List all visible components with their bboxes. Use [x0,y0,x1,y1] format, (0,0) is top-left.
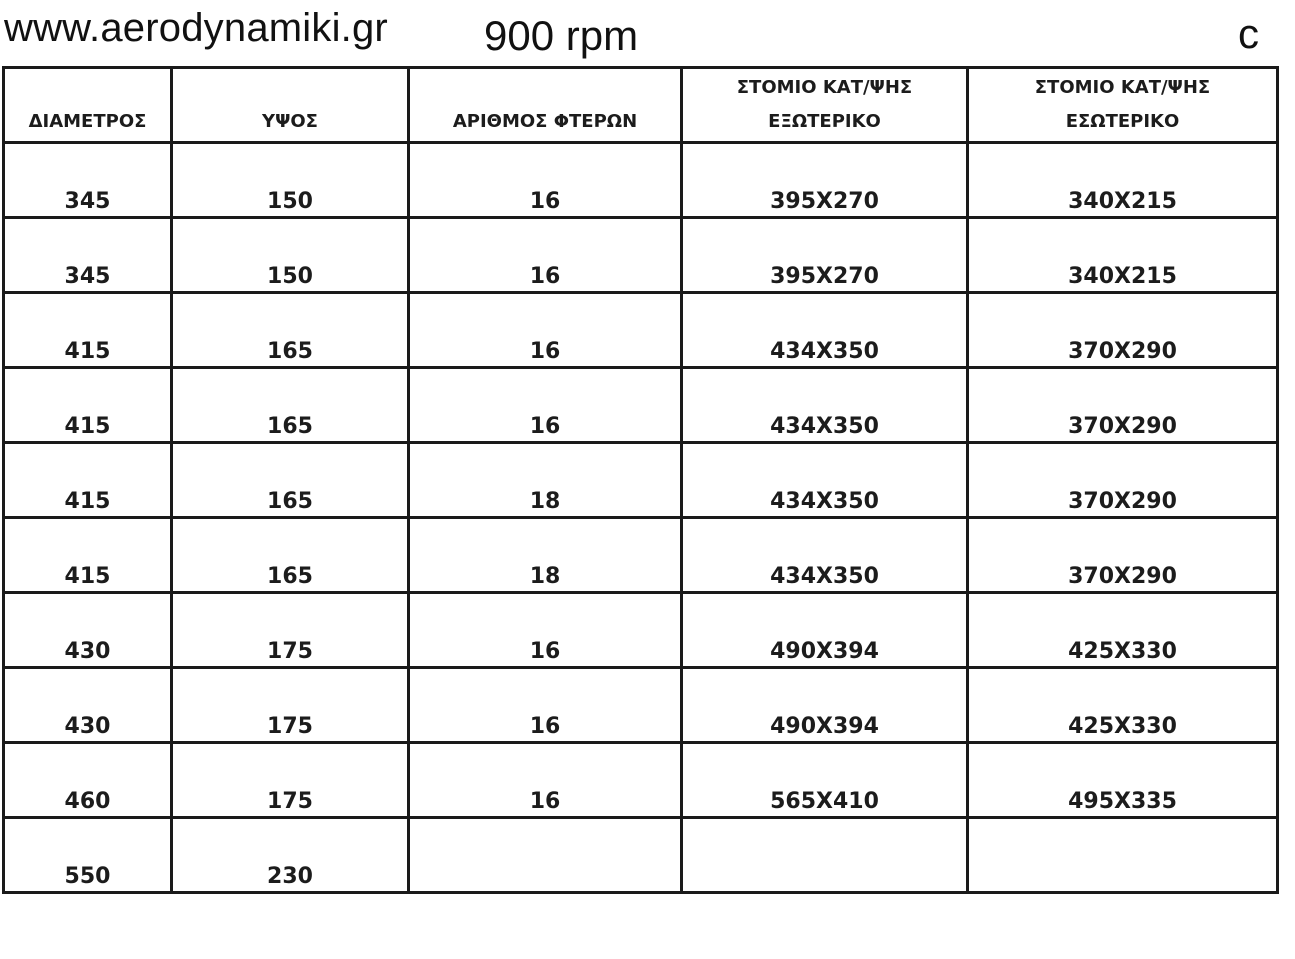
table-row [4,293,1278,368]
table-row [4,218,1278,293]
table-row [4,518,1278,593]
cell-outer-outlet: 434X350 [682,293,968,368]
cell-diameter: 550 [4,818,172,893]
corner-letter: c [1238,10,1259,57]
cell-inner-outlet: 425X330 [968,668,1278,743]
table-row [4,668,1278,743]
table-row [4,743,1278,818]
cell-blade-count: 18 [409,518,682,593]
table-header-row [4,68,1278,143]
cell-height: 165 [172,293,409,368]
cell-diameter: 415 [4,443,172,518]
cell-diameter: 345 [4,218,172,293]
cell-height: 165 [172,368,409,443]
website-url: www.aerodynamiki.gr [4,6,388,50]
table-row [4,818,1278,893]
cell-blade-count [409,818,682,893]
cell-diameter: 345 [4,143,172,218]
rpm-label: 900 rpm [484,12,639,59]
cell-outer-outlet: 434X350 [682,368,968,443]
cell-diameter: 415 [4,368,172,443]
cell-diameter: 460 [4,743,172,818]
cell-outer-outlet: 490X394 [682,593,968,668]
col-header-diameter: ΔΙΑΜΕΤΡΟΣ [4,68,172,143]
cell-height: 150 [172,143,409,218]
cell-outer-outlet [682,818,968,893]
cell-outer-outlet: 565X410 [682,743,968,818]
cell-inner-outlet: 370X290 [968,368,1278,443]
cell-inner-outlet: 370X290 [968,293,1278,368]
cell-outer-outlet: 434X350 [682,443,968,518]
col-header-blade-count: ΑΡΙΘΜΟΣ ΦΤΕΡΩΝ [409,68,682,143]
cell-blade-count: 16 [409,293,682,368]
cell-blade-count: 16 [409,218,682,293]
cell-outer-outlet: 395X270 [682,143,968,218]
cell-outer-outlet: 434X350 [682,518,968,593]
cell-diameter: 430 [4,593,172,668]
table-row [4,143,1278,218]
cell-height: 165 [172,443,409,518]
cell-inner-outlet: 425X330 [968,593,1278,668]
table-row [4,368,1278,443]
col-header-outer-outlet: ΣΤΟΜΙΟ ΚΑΤ/ΨΗΣ ΕΞΩΤΕΡΙΚΟ [682,68,968,143]
cell-blade-count: 16 [409,668,682,743]
cell-inner-outlet: 370X290 [968,518,1278,593]
cell-blade-count: 16 [409,368,682,443]
cell-blade-count: 16 [409,143,682,218]
fan-spec-table [2,66,1279,894]
cell-height: 165 [172,518,409,593]
cell-height: 175 [172,668,409,743]
cell-inner-outlet: 370X290 [968,443,1278,518]
cell-height: 175 [172,593,409,668]
table-row [4,593,1278,668]
cell-height: 150 [172,218,409,293]
table-row [4,443,1278,518]
cell-height: 230 [172,818,409,893]
cell-height: 175 [172,743,409,818]
cell-diameter: 430 [4,668,172,743]
col-header-height: ΥΨΟΣ [172,68,409,143]
cell-inner-outlet: 340X215 [968,218,1278,293]
cell-inner-outlet [968,818,1278,893]
cell-blade-count: 16 [409,593,682,668]
cell-blade-count: 18 [409,443,682,518]
cell-outer-outlet: 395X270 [682,218,968,293]
col-header-inner-outlet: ΣΤΟΜΙΟ ΚΑΤ/ΨΗΣ ΕΣΩΤΕΡΙΚΟ [968,68,1278,143]
cell-inner-outlet: 340X215 [968,143,1278,218]
cell-diameter: 415 [4,293,172,368]
cell-blade-count: 16 [409,743,682,818]
cell-diameter: 415 [4,518,172,593]
cell-outer-outlet: 490X394 [682,668,968,743]
cell-inner-outlet: 495X335 [968,743,1278,818]
